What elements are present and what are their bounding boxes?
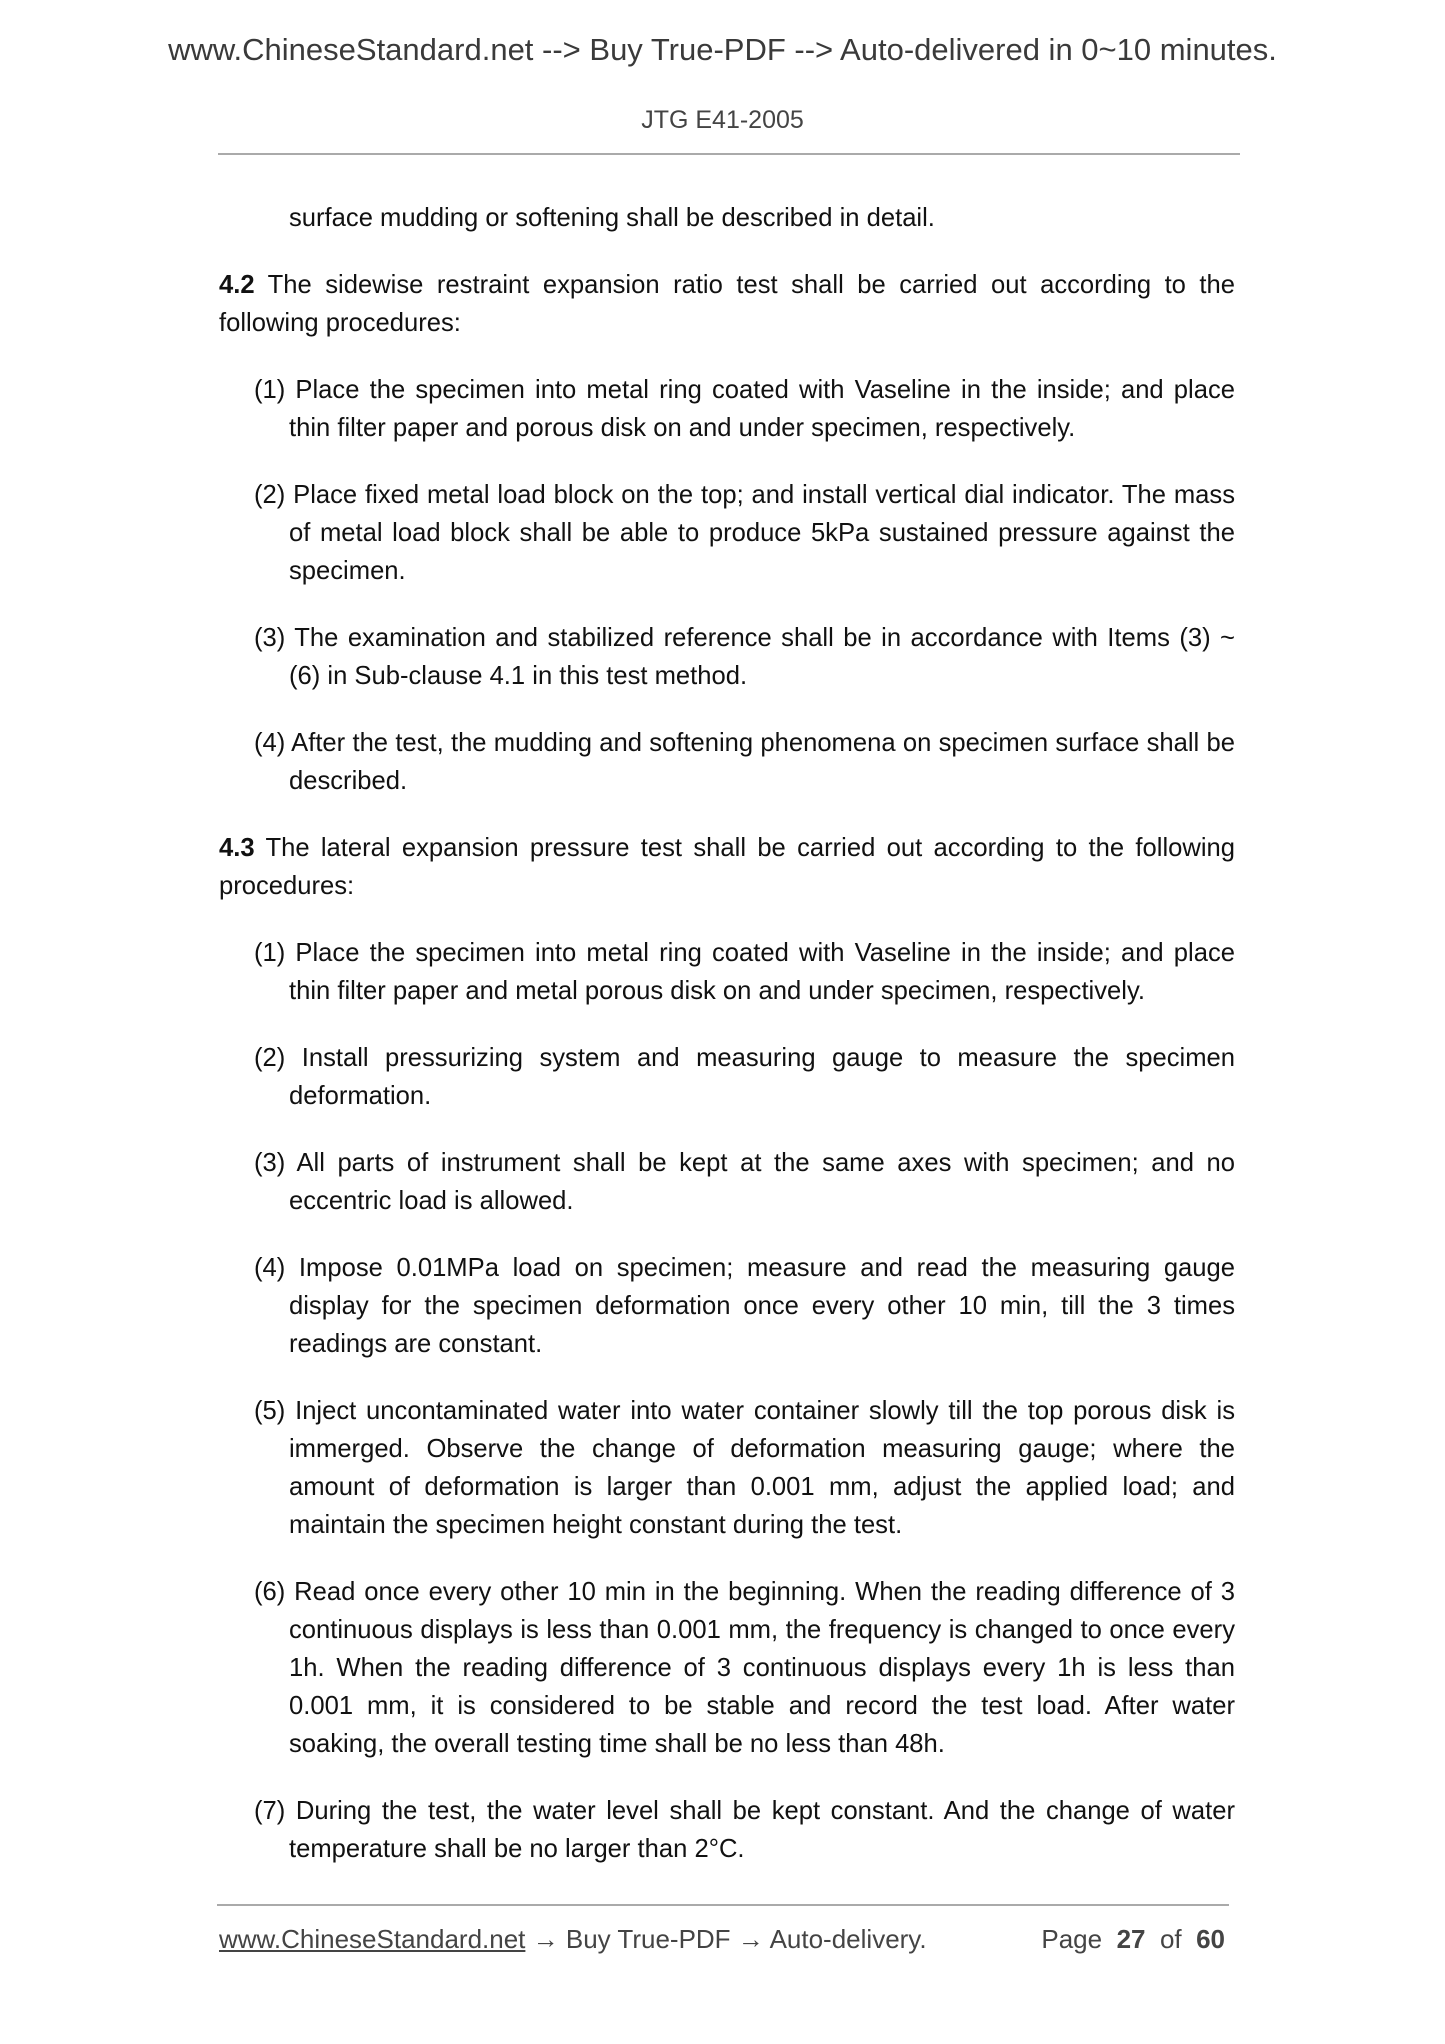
page-label: Page bbox=[1041, 1924, 1103, 1954]
list-item: (7) During the test, the water level shall be kept constant. And the change of water temperature shall be no larger than 2°C. bbox=[254, 1797, 1235, 1863]
continued-paragraph: surface mudding or softening shall be described in detail. bbox=[289, 204, 935, 232]
document-code: JTG E41-2005 bbox=[641, 106, 804, 134]
list-item: (5) Inject uncontaminated water into water container slowly till the top porous disk is immerged. Observe the change of deformation measuring gauge; where the amount of deformation is larger than 0.001 mm, adjust the applied load; and maintain the specimen height constant during the test. bbox=[254, 1397, 1235, 1539]
footer-divider bbox=[217, 1904, 1229, 1906]
list-item: (2) Install pressurizing system and measuring gauge to measure the specimen deformation. bbox=[254, 1044, 1235, 1110]
clause-text: The lateral expansion pressure test shall be carried out according to the following procedures: bbox=[219, 834, 1235, 900]
page-indicator bbox=[1041, 1924, 1225, 1955]
list-item: (6) Read once every other 10 min in the beginning. When the reading difference of 3 continuous displays is less than 0.001 mm, the frequency is changed to once every 1h. When the reading difference of 3 continuous displays every 1h is less than 0.001 mm, it is considered to be stable and record the test load. After water soaking, the overall testing time shall be no less than 48h. bbox=[254, 1578, 1235, 1758]
list-item: (4) After the test, the mudding and softening phenomena on specimen surface shall be described. bbox=[254, 729, 1235, 795]
list-item: (1) Place the specimen into metal ring coated with Vaseline in the inside; and place thin filter paper and metal porous disk on and under specimen, respectively. bbox=[254, 939, 1235, 1005]
top-banner: www.ChineseStandard.net --> Buy True-PDF --> Auto-delivered in 0~10 minutes. bbox=[168, 32, 1277, 67]
site-link[interactable]: www.ChineseStandard.net bbox=[219, 1924, 526, 1954]
list-item: (4) Impose 0.01MPa load on specimen; measure and read the measuring gauge display for the specimen deformation once every other 10 min, till the 3 times readings are constant. bbox=[254, 1254, 1235, 1358]
current-page: 27 bbox=[1116, 1924, 1146, 1954]
footer-left bbox=[219, 1924, 927, 1955]
clause-4-2 bbox=[219, 266, 1235, 342]
footer-tagline: → Buy True-PDF → Auto-delivery. bbox=[525, 1924, 927, 1954]
page-footer bbox=[219, 1924, 1225, 1955]
clause-text: The sidewise restraint expansion ratio test shall be carried out according to the following procedures: bbox=[219, 271, 1235, 337]
clause-4-3 bbox=[219, 829, 1235, 905]
clause-number: 4.2 bbox=[219, 271, 255, 299]
list-item: (3) All parts of instrument shall be kept at the same axes with specimen; and no eccentric load is allowed. bbox=[254, 1149, 1235, 1215]
list-item: (3) The examination and stabilized reference shall be in accordance with Items (3) ~ (6) in Sub-clause 4.1 in this test method. bbox=[254, 624, 1235, 690]
header-divider bbox=[218, 153, 1240, 155]
of-label: of bbox=[1159, 1924, 1182, 1954]
total-pages: 60 bbox=[1196, 1924, 1225, 1954]
document-body bbox=[219, 199, 1235, 1897]
clause-number: 4.3 bbox=[219, 834, 255, 862]
list-item: (1) Place the specimen into metal ring coated with Vaseline in the inside; and place thin filter paper and porous disk on and under specimen, respectively. bbox=[254, 376, 1235, 442]
list-item: (2) Place fixed metal load block on the top; and install vertical dial indicator. The mass of metal load block shall be able to produce 5kPa sustained pressure against the specimen. bbox=[254, 481, 1235, 585]
